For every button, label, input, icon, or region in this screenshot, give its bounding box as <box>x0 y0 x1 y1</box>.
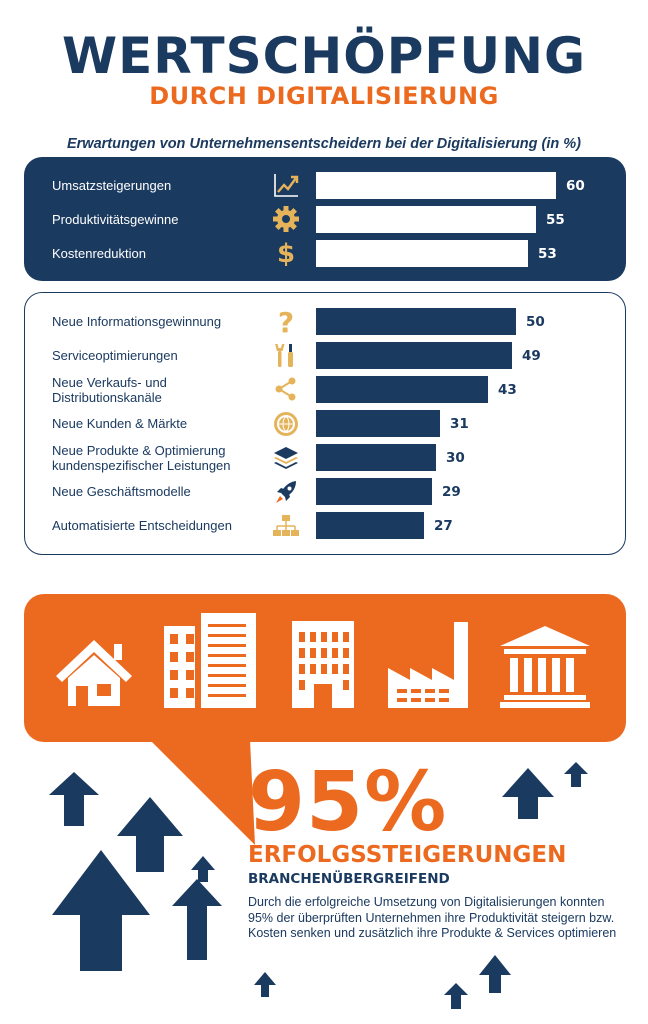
success-description: Durch die erfolgreiche Umsetzung von Digitalisierungen konnten 95% der überprüften Unternehmen ihre Produktivität steigern bzw. Kosten senken und zusätzlich ihre Produkte & Services optimieren <box>248 895 617 940</box>
bar-value-bottom-4: 30 <box>446 449 465 466</box>
bar-label-line: Kostenreduktion <box>52 246 146 261</box>
bar-value-bottom-2: 43 <box>498 381 517 398</box>
bar-label-line: Neue Informationsgewinnung <box>52 314 222 329</box>
page-title: WERTSCHÖPFUNG <box>61 27 586 85</box>
bar-value-top-1: 55 <box>546 211 565 228</box>
bar-label-line: Serviceoptimierungen <box>52 348 178 363</box>
factory-icon <box>388 622 468 708</box>
bar-label-line: Neue Produkte & Optimierung <box>52 442 226 458</box>
bar-label-line: Produktivitätsgewinne <box>52 212 179 227</box>
house-icon <box>56 640 132 706</box>
bar-label-line: kundenspezifischer Leistungen <box>52 457 231 473</box>
bar-value-bottom-0: 50 <box>526 313 545 330</box>
svg-text:?: ? <box>277 307 295 335</box>
success-headline: ERFOLGSSTEIGERUNGEN <box>248 842 567 868</box>
bar-value-bottom-6: 27 <box>434 517 453 534</box>
chart-title: Erwartungen von Unternehmensentscheidern bei der Digitalisierung (in %) <box>66 136 582 152</box>
success-percentage: 95% <box>248 755 448 850</box>
bar-label-line: Automatisierte Entscheidungen <box>52 518 232 533</box>
apartment-building-icon <box>292 621 354 708</box>
bar-label-line: Distributionskanäle <box>52 389 162 405</box>
success-subheadline: BRANCHENÜBERGREIFEND <box>248 871 450 887</box>
bar-value-top-2: 53 <box>538 245 557 262</box>
svg-text:$: $ <box>276 239 296 266</box>
bar-label-line: Neue Geschäftsmodelle <box>52 484 191 499</box>
bar-value-bottom-5: 29 <box>442 483 461 500</box>
bar-label-line: Neue Kunden & Märkte <box>52 416 188 431</box>
bar-value-top-0: 60 <box>566 177 585 194</box>
bank-icon <box>500 626 590 708</box>
bar-value-bottom-3: 31 <box>450 415 469 432</box>
page-subtitle: DURCH DIGITALISIERUNG <box>149 82 499 110</box>
bar-label-line: Neue Verkaufs- und <box>52 374 167 390</box>
bar-value-bottom-1: 49 <box>522 347 541 364</box>
office-building-icon <box>164 613 256 708</box>
bar-label-line: Umsatzsteigerungen <box>52 178 172 193</box>
